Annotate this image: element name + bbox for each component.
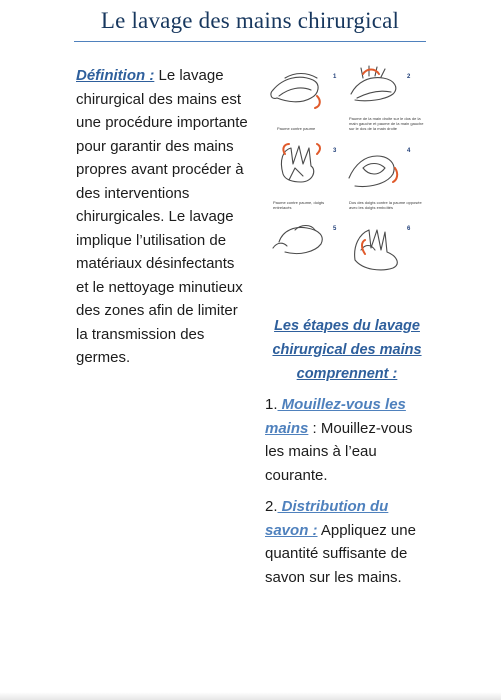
illustration-caption: Paume contre paume, doigts entrelacés: [273, 200, 325, 210]
step-number: 3: [333, 148, 337, 154]
steps-heading: Les étapes du lavage chirurgical des mains comprennent :: [272, 318, 422, 382]
page-edge-shadow: [0, 692, 501, 700]
step-item: [265, 393, 435, 487]
definition-label: Définition :: [76, 67, 155, 84]
step-number: 1: [333, 74, 337, 80]
step-title-link[interactable]: Distribution du savon: [265, 498, 389, 539]
illustration-caption: Paume contre paume: [277, 126, 316, 131]
step-number: 6: [407, 226, 411, 232]
definition-text: Le lavage chirurgical des mains est une procédure importante pour garantir des mains propres avant procéder à des interventions chirurgicales. Le lavage implique l’utilisation de matériaux désinfectants et le nettoyage minutieux des zones afin de limiter la transmission des germes.: [76, 67, 248, 366]
hands-icon-step-6: [355, 230, 398, 270]
hands-icon-step-3: [281, 146, 313, 182]
step-number: 5: [333, 226, 337, 232]
step-title-link[interactable]: Mouillez-vous les mains: [265, 396, 406, 437]
definition-paragraph: [76, 64, 251, 370]
page-title: Le lavage des mains chirurgical: [100, 8, 400, 33]
step-text: Appliquez une quantité suffisante de savon sur les mains.: [265, 521, 416, 586]
illustration-caption: Dos des doigts contre la paume opposée avec les doigts emboîtés: [349, 200, 422, 210]
hands-icon-step-2: [351, 66, 396, 101]
step-number: 2.: [265, 498, 278, 515]
step-number: 4: [407, 148, 411, 154]
rotation-arrow-icon: [363, 70, 379, 75]
step-text: : Mouillez-vous les mains à l’eau courante.: [265, 419, 413, 484]
step-title-separator: :: [312, 521, 318, 539]
hands-icon-step-4: [349, 156, 394, 187]
hands-icon-step-5: [273, 226, 322, 254]
title-divider: [74, 41, 426, 42]
rotation-arrow-icon: [317, 144, 320, 154]
hands-icon-step-1: [271, 74, 318, 102]
rotation-arrow-icon: [315, 96, 320, 108]
step-number: 2: [407, 74, 411, 80]
illustration-caption: Paume de la main droite sur le dos de la main gauche et paume de la main gauche sur le dos de la main droite: [349, 116, 424, 131]
step-number: 1.: [265, 396, 278, 413]
step-item: [265, 495, 435, 589]
handwashing-illustration: [265, 64, 430, 276]
